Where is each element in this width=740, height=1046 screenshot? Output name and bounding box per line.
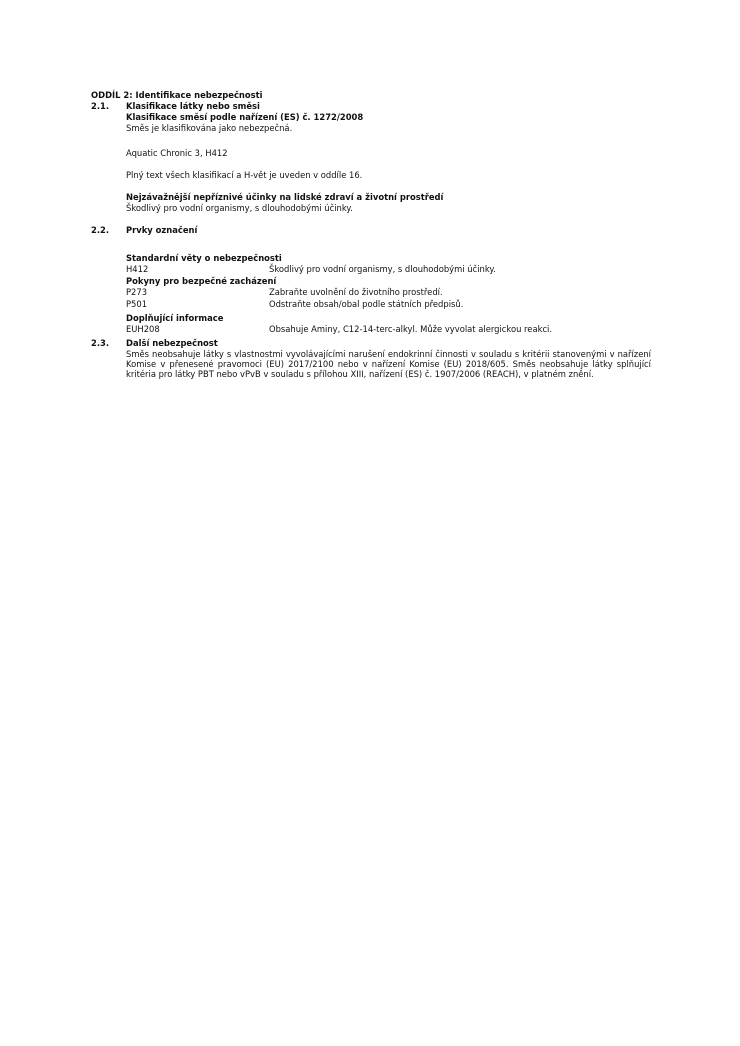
precaution-row: [126, 299, 651, 311]
subsection-heading: Klasifikace látky nebo směsi: [126, 101, 260, 111]
classification-subheading: Klasifikace směsí podle nařízení (ES) č. 1272/2008: [126, 112, 364, 122]
precaution-row: [126, 287, 651, 299]
statement-text: Obsahuje Aminy, C12-14-terc-alkyl. Může vyvolat alergickou reakci.: [269, 324, 553, 334]
subsection-number: 2.1.: [91, 101, 110, 111]
subsection-heading: Prvky označení: [126, 225, 198, 235]
statement-text: Zabraňte uvolnění do životního prostředí.: [269, 287, 443, 297]
classified-text: Směs je klasifikována jako nebezpečná.: [126, 123, 293, 133]
supplemental-row: [126, 324, 651, 336]
subsection-number: 2.2.: [91, 225, 110, 235]
precaution-heading: Pokyny pro bezpečné zacházení: [126, 276, 277, 286]
subsection-number: 2.3.: [91, 338, 110, 348]
statement-text: Škodlivý pro vodní organismy, s dlouhodobými účinky.: [269, 264, 496, 274]
statement-code: EUH208: [126, 324, 160, 334]
subsection-heading: Další nebezpečnost: [126, 338, 218, 348]
document-page: [91, 90, 651, 379]
statement-text: Odstraňte obsah/obal podle státních předpisů.: [269, 299, 464, 309]
hazard-statements-heading: Standardní věty o nebezpečnosti: [126, 253, 282, 263]
section-title: ODDÍL 2: Identifikace nebezpečnosti: [91, 90, 263, 100]
subsection-2-2: [91, 225, 651, 236]
full-text-note: Plný text všech klasifikací a H-vět je uveden v oddíle 16.: [126, 170, 363, 180]
effects-heading: Nejzávažnější nepříznivé účinky na lidské zdraví a životní prostředí: [126, 192, 444, 202]
subsection-2-1: [91, 101, 651, 112]
classification-value: Aquatic Chronic 3, H412: [126, 148, 228, 158]
effects-text: Škodlivý pro vodní organismy, s dlouhodobými účinky.: [126, 203, 353, 213]
statement-code: P273: [126, 287, 148, 297]
subsection-2-3: [91, 338, 651, 349]
hazard-statement-row: [126, 264, 651, 276]
supplemental-heading: Doplňující informace: [126, 313, 224, 323]
statement-code: P501: [126, 299, 148, 309]
other-hazards-text: Směs neobsahuje látky s vlastnostmi vyvolávajícími narušení endokrinní činnosti v souladu s kritérii stanovenými v nařízení Komise v přenesené pravomoci (EU) 2017/2100 nebo v nařízení Komise (EU) 2018/605. Směs neobsahuje látky splňující kritéria pro látky PBT nebo vPvB v souladu s přílohou XIII, nařízení (ES) č. 1907/2006 (REACH), v platném znění.: [126, 349, 651, 379]
statement-code: H412: [126, 264, 149, 274]
